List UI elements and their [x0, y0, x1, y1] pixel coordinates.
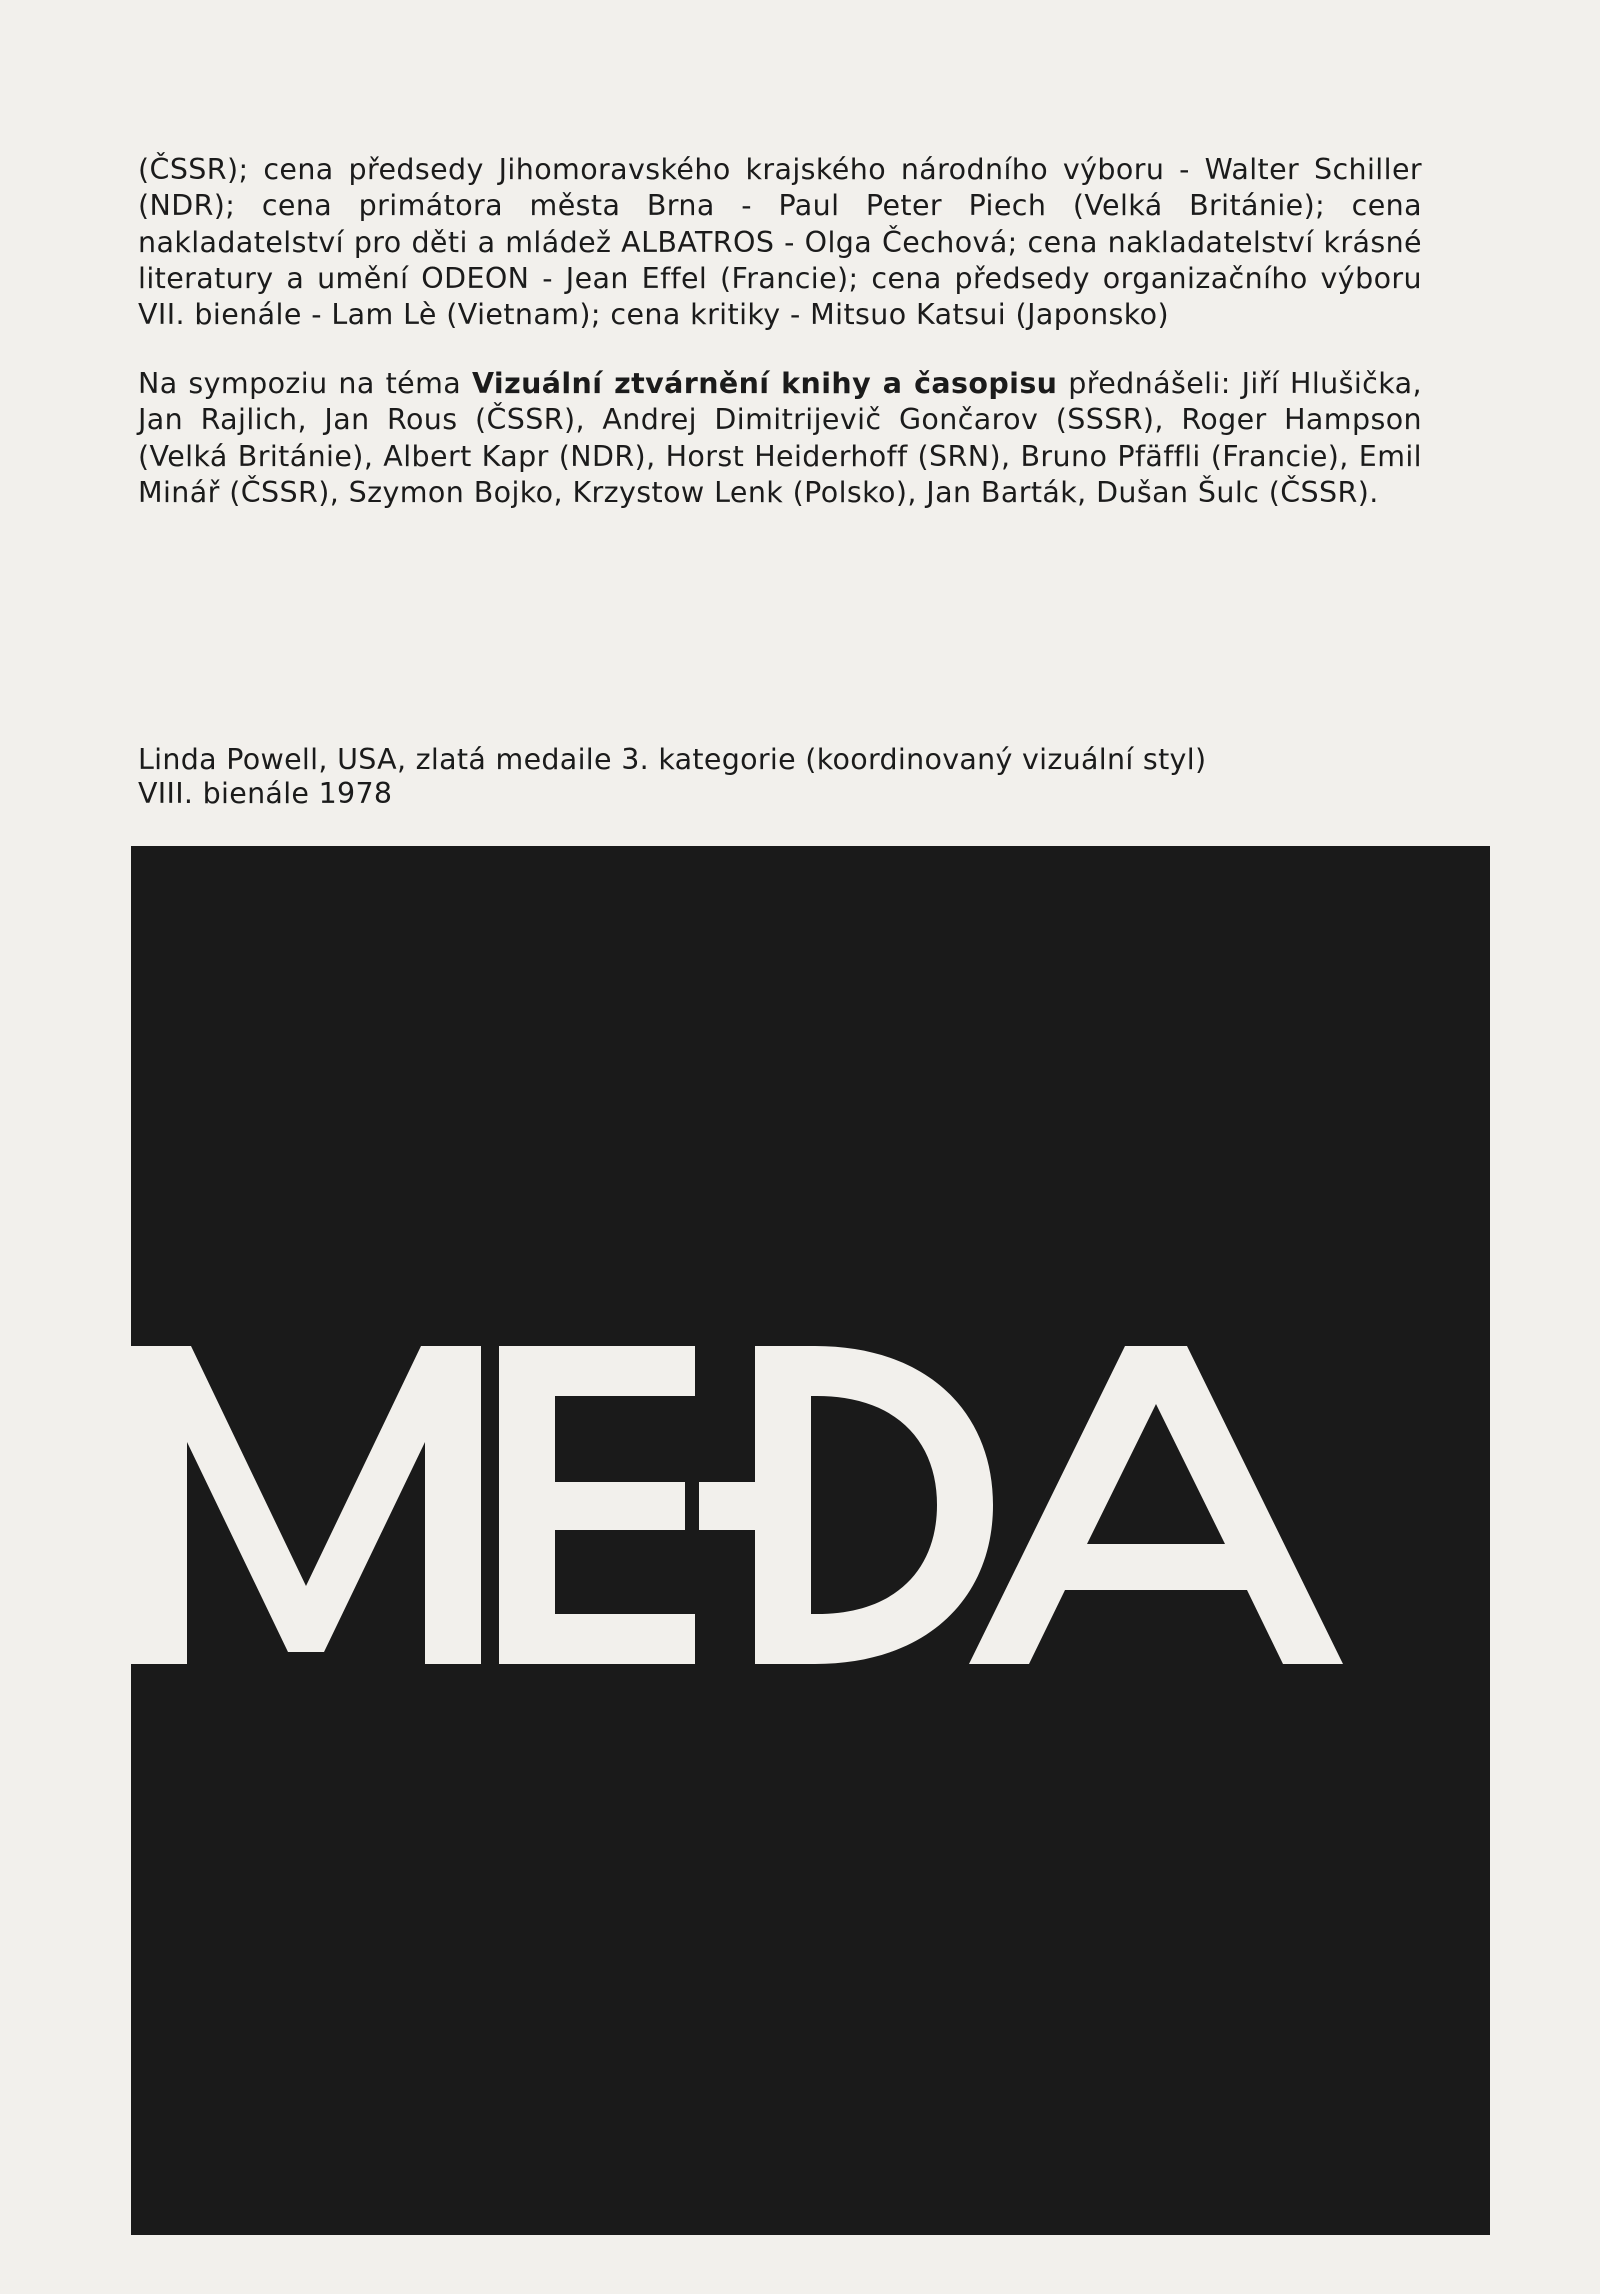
logo-letter-e — [499, 1346, 695, 1664]
awards-paragraph — [138, 152, 1422, 333]
meda-logo — [131, 846, 1490, 2235]
awards-text: (ČSSR); cena předsedy Jihomoravského krajského národního výboru - Walter Schiller (NDR); cena primátora města Brna - Paul Peter Piech (Velká Británie); cena nakladatelství pro děti a mládež ALBATROS - Olga Čechová; cena nakladatelství krásné literatury a umění ODEON - Jean Effel (Francie); cena předsedy organizačního výboru VII. bienále - Lam Lè (Vietnam); cena kritiky - Mitsuo Katsui (Japonsko) — [138, 153, 1422, 332]
meda-poster — [131, 846, 1490, 2235]
caption-line-2: VIII. bienále 1978 — [138, 777, 393, 810]
symposium-intro: Na sympoziu na téma — [138, 367, 462, 400]
logo-letter-d — [699, 1346, 993, 1664]
logo-letter-a — [969, 1346, 1343, 1664]
logo-letter-m — [131, 1346, 481, 1664]
symposium-title: Vizuální ztvárnění knihy a časopisu — [471, 367, 1058, 400]
caption-line-1: Linda Powell, USA, zlatá medaile 3. kategorie (koordinovaný vizuální styl) — [138, 743, 1207, 776]
symposium-lecturers: přednášeli: Jiří Hlušička, Jan Rajlich, Jan Rous (ČSSR), Andrej Dimitrijevič Gončarov (SSSR), Roger Hampson (Velká Británie), Albert Kapr (NDR), Horst Heiderhoff (SRN), Bruno Pfäffli (Francie), Emil Minář (ČSSR), Szymon Bojko, Krzystow Lenk (Polsko), Jan Barták, Dušan Šulc (ČSSR). — [138, 367, 1422, 509]
symposium-paragraph — [138, 366, 1422, 511]
symposium-text — [138, 366, 1422, 511]
